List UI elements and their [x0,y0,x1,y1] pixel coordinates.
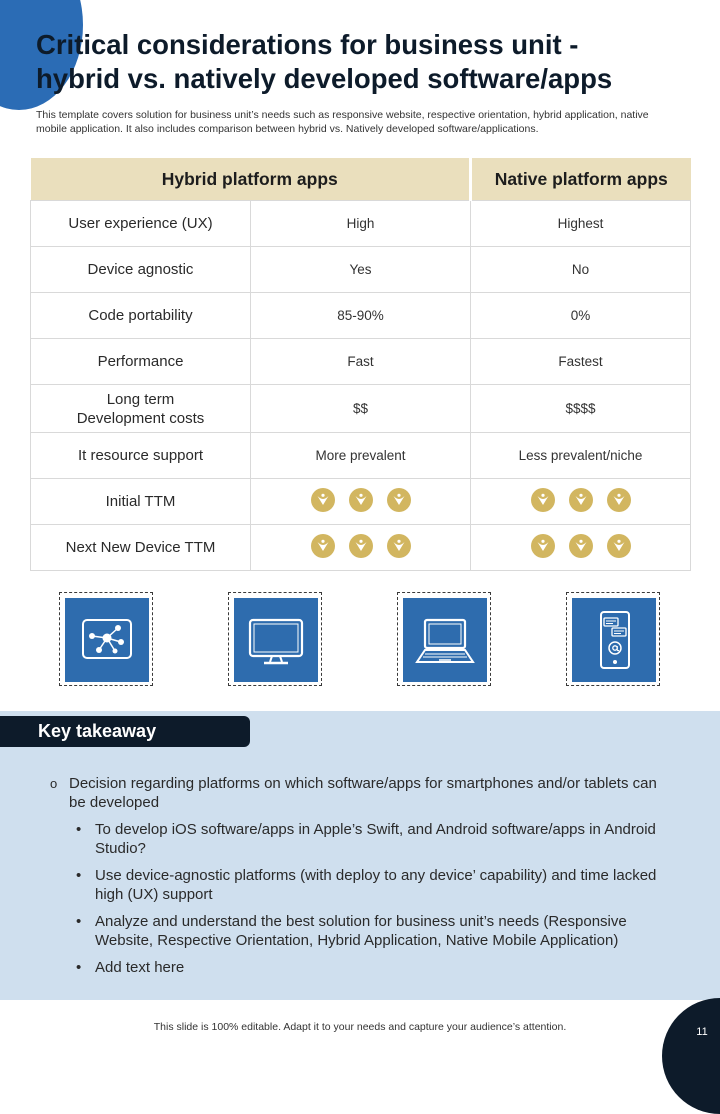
takeaway-bullet: • Analyze and understand the best solution for business unit’s needs (Responsive Website, Respective Orientation, Hybrid Application, Native Mobile Application) [76,913,627,949]
hybrid-value-cell: Fast [251,339,471,385]
page-title [36,28,696,96]
comparison-table [30,158,691,571]
smartphone-chat-icon-frame [566,592,660,686]
page-number-badge [662,998,720,1114]
native-value-cell: No [471,247,691,293]
row-criterion: Next New Device TTM [31,525,251,571]
network-tablet-icon-frame [59,592,153,686]
row-criterion: Device agnostic [31,247,251,293]
desktop-monitor-icon [234,598,318,682]
table-row [31,339,691,385]
table-row [31,479,691,525]
coin-icon [569,488,593,512]
smartphone-chat-icon [572,598,656,682]
native-value-cell: Less prevalent/niche [471,433,691,479]
bullet-text: To develop iOS software/apps in Apple’s Swift, and Android software/apps in Android Studio? [95,821,656,857]
table-row [31,433,691,479]
native-rating-cell [471,479,691,525]
coin-icon [569,534,593,558]
page-number: 11 [696,1026,708,1038]
table-row [31,525,691,571]
takeaway-main-point [50,774,670,812]
row-criterion: It resource support [31,433,251,479]
native-value-cell: 0% [471,293,691,339]
coin-icon [349,534,373,558]
bullet-text: Use device-agnostic platforms (with deploy to any device’ capability) and time lacked high (UX) support [95,867,657,903]
hybrid-value-cell: More prevalent [251,433,471,479]
native-value-cell: Highest [471,201,691,247]
header-hybrid: Hybrid platform apps [31,158,471,201]
bullet-text: Analyze and understand the best solution for business unit’s needs (Responsive Website, Respective Orientation, Hybrid Application, Native Mobile Application) [95,913,627,949]
native-coin-rating [531,488,631,512]
hybrid-coin-rating [311,488,411,512]
row-criterion: Code portability [31,293,251,339]
title-line-2: hybrid vs. natively developed software/apps [36,63,613,94]
row-criterion: Initial TTM [31,479,251,525]
hybrid-coin-rating [311,534,411,558]
table-header-row [31,158,691,201]
coin-icon [607,488,631,512]
hybrid-rating-cell [251,479,471,525]
takeaway-bullet: • To develop iOS software/apps in Apple’s Swift, and Android software/apps in Android Studio? [76,821,656,857]
laptop-icon [403,598,487,682]
coin-icon [387,488,411,512]
footer-note: This slide is 100% editable. Adapt it to your needs and capture your audience’s attention. [153,1021,567,1033]
row-criterion: User experience (UX) [31,201,251,247]
takeaway-main-text: Decision regarding platforms on which software/apps for smartphones and/or tablets can be developed [69,775,657,811]
coin-icon [531,488,555,512]
row-criterion: Long term Development costs [31,385,251,433]
hybrid-value-cell: $$ [251,385,471,433]
laptop-icon-frame [397,592,491,686]
coin-icon [531,534,555,558]
header-native: Native platform apps [471,158,691,201]
table-row [31,385,691,433]
takeaway-bullets [76,820,676,985]
page-description: This template covers solution for business unit’s needs such as responsive website, respective orientation, hybrid application, native mobile application. It also includes comparison between hybrid vs. Natively developed software/applications. [36,109,649,135]
hybrid-value-cell: High [251,201,471,247]
circle-bullet-icon: o [50,776,58,791]
table-row [31,247,691,293]
table-row [31,293,691,339]
native-rating-cell [471,525,691,571]
native-coin-rating [531,534,631,558]
coin-icon [387,534,411,558]
network-tablet-icon [65,598,149,682]
bullet-text: Add text here [95,959,185,976]
hybrid-rating-cell [251,525,471,571]
takeaway-bullet: • Add text here [76,959,185,976]
coin-icon [607,534,631,558]
coin-icon [349,488,373,512]
row-criterion: Performance [31,339,251,385]
device-icons-row [0,592,720,690]
native-value-cell: $$$$ [471,385,691,433]
table-row [31,201,691,247]
key-takeaway-label: Key takeaway [0,716,250,747]
hybrid-value-cell: 85-90% [251,293,471,339]
coin-icon [311,488,335,512]
native-value-cell: Fastest [471,339,691,385]
takeaway-bullet: • Use device-agnostic platforms (with deploy to any device’ capability) and time lacked high (UX) support [76,867,657,903]
coin-icon [311,534,335,558]
hybrid-value-cell: Yes [251,247,471,293]
desktop-monitor-icon-frame [228,592,322,686]
title-line-1: Critical considerations for business unit - [36,29,579,60]
